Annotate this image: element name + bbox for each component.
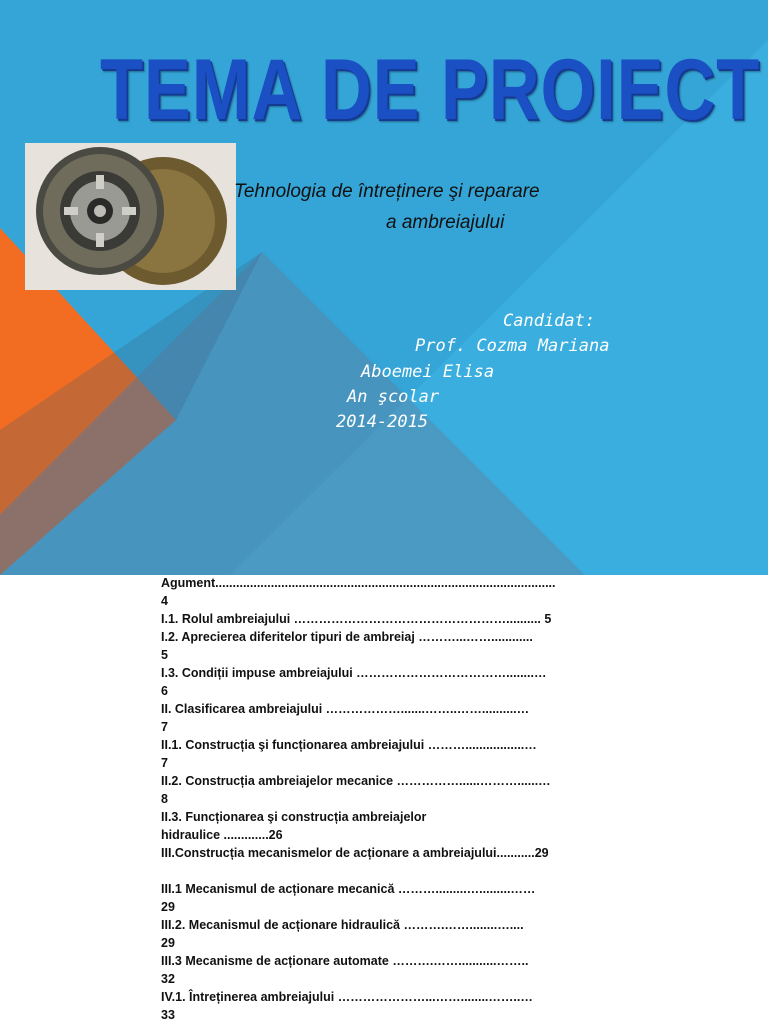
toc-line: 5 bbox=[161, 648, 168, 662]
toc-line: III.1 Mecanismul de acționare mecanică ……….........….........…… bbox=[161, 882, 536, 896]
toc-line: 7 bbox=[161, 756, 168, 770]
toc-line: 29 bbox=[161, 936, 175, 950]
toc-line: II.3. Funcționarea şi construcția ambreiajelor bbox=[161, 810, 427, 824]
toc-line: hidraulice .............26 bbox=[161, 828, 283, 842]
toc-line: 33 bbox=[161, 1008, 175, 1022]
table-of-contents bbox=[161, 574, 641, 1024]
toc-line: IV.1. Întreținerea ambreiajului …………………...……........……..… bbox=[161, 990, 533, 1004]
toc-line: II.2. Construcția ambreiajelor mecanice ……………......………......… bbox=[161, 774, 551, 788]
toc-line: 4 bbox=[161, 594, 168, 608]
toc-line: 32 bbox=[161, 972, 175, 986]
project-subtitle-line-2: a ambreiajului bbox=[386, 212, 505, 233]
toc-line: III.2. Mecanismul de acționare hidraulică ……….……........….... bbox=[161, 918, 524, 932]
toc-line: 7 bbox=[161, 720, 168, 734]
toc-blank-line bbox=[161, 862, 641, 880]
project-subtitle-line-1: Tehnologia de întreținere şi reparare bbox=[234, 181, 540, 202]
toc-line: Agument.................................................................................................. bbox=[161, 576, 556, 590]
candidate-label: Candidat: bbox=[503, 311, 596, 331]
toc-line: II. Clasificarea ambreiajului ……………….......……..……..........… bbox=[161, 702, 530, 716]
toc-line: 29 bbox=[161, 900, 175, 914]
toc-line: 6 bbox=[161, 684, 168, 698]
toc-line: I.2. Aprecierea diferitelor tipuri de ambreiaj ………...……............ bbox=[161, 630, 533, 644]
toc-line: 8 bbox=[161, 792, 168, 806]
school-year: 2014-2015 bbox=[336, 412, 429, 432]
slide-title: TEMA DE PROIECT bbox=[100, 42, 761, 138]
toc-line: II.1. Construcția şi funcționarea ambreiajului ……….................… bbox=[161, 738, 537, 752]
clutch-disc-photo bbox=[25, 143, 236, 290]
teacher-name: Prof. Cozma Mariana bbox=[415, 336, 610, 356]
toc-line: I.3. Condiții impuse ambreiajului ………………………………........… bbox=[161, 666, 547, 680]
school-year-label: An şcolar bbox=[347, 387, 440, 407]
toc-line: I.1. Rolul ambreiajului …………………………………………….......... 5 bbox=[161, 612, 552, 626]
toc-line: III.Construcția mecanismelor de acționare a ambreiajului...........29 bbox=[161, 846, 549, 860]
toc-line: III.3 Mecanisme de acționare automate ……….……...........…….. bbox=[161, 954, 529, 968]
student-name: Aboemei Elisa bbox=[361, 362, 495, 382]
